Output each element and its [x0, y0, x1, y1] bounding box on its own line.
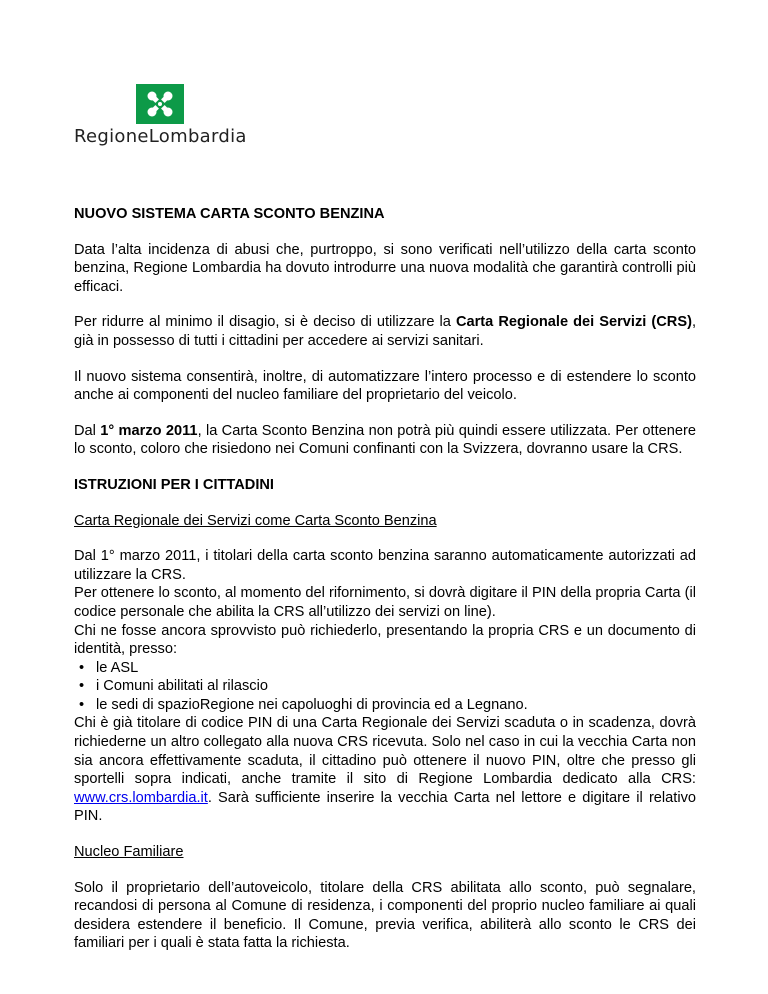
list-item: • le sedi di spazioRegione nei capoluoghi di provincia ed a Legnano. — [96, 696, 696, 715]
date-paragraph-post: , la Carta Sconto Benzina non potrà più quindi essere utilizzata. Per ottenere lo sconto, coloro che risiedono nei Comuni confinanti con la Svizzera, dovranno usare la CRS. — [74, 422, 696, 458]
crs-paragraph-post: , già in possesso di tutti i cittadini per accedere ai servizi sanitari. — [74, 314, 696, 349]
crs-line-3: Chi ne fosse ancora sprovvisto può richiederlo, presentando la propria CRS e un documento di identità, presso: — [74, 622, 696, 658]
subheading-crs: Carta Regionale dei Servizi come Carta Sconto Benzina — [74, 512, 437, 529]
crs-line-2: Per ottenere lo sconto, al momento del rifornimento, si dovrà digitare il PIN della propria Carta (il codice personale che abilita la CRS all’utilizzo dei servizi on line). — [74, 585, 696, 620]
date-paragraph — [74, 422, 696, 459]
subheading-family: Nucleo Familiare — [74, 844, 184, 861]
crs-line-4 — [74, 714, 696, 826]
regione-lombardia-logo — [72, 84, 248, 148]
date-paragraph-pre: Dal — [74, 422, 101, 439]
crs-paragraph-pre: Per ridurre al minimo il disagio, si è deciso di utilizzare la — [74, 314, 456, 331]
family-paragraph: Solo il proprietario dell’autoveicolo, titolare della CRS abilitata allo sconto, può segnalare, recandosi di persona al Comune di residenza, i componenti del proprio nucleo familiare ai quali desidera estendere il beneficio. Il Comune, previa verifica, abiliterà allo sconto le CRS dei familiari per i quali è stata fatta la richiesta. — [74, 879, 696, 952]
crs-line-1: Dal 1° marzo 2011, i titolari della carta sconto benzina saranno automaticamente autorizzati ad utilizzare la CRS. — [74, 548, 696, 583]
document-body — [74, 205, 696, 970]
logo-wordmark: RegioneLombardia — [74, 126, 247, 147]
crs-paragraph-bold: Carta Regionale dei Servizi (CRS) — [455, 314, 692, 331]
system-paragraph: Il nuovo sistema consentirà, inoltre, di automatizzare l’intero processo e di estendere lo sconto anche ai componenti del nucleo familiare del proprietario del veicolo. — [74, 368, 696, 404]
intro-paragraph: Data l’alta incidenza di abusi che, purtroppo, si sono verificati nell’utilizzo della carta sconto benzina, Regione Lombardia ha dovuto introdurre una nuova modalità che garantirà controlli più efficaci. — [74, 241, 696, 295]
offices-list — [74, 659, 696, 715]
lombardy-rose-icon — [136, 84, 184, 124]
list-item: • le ASL — [96, 659, 696, 678]
section-heading-instructions: ISTRUZIONI PER I CITTADINI — [74, 476, 274, 493]
date-paragraph-bold: 1° marzo 2011 — [100, 422, 198, 439]
crs-website-link[interactable]: www.crs.lombardia.it — [74, 789, 208, 806]
list-item: • i Comuni abilitati al rilascio — [96, 677, 696, 696]
crs-line-4-pre: Chi è già titolare di codice PIN di una Carta Regionale dei Servizi scaduta o in scadenza, dovrà richiederne un altro collegato alla nuova CRS ricevuta. Solo nel caso in cui la vecchia Carta non sia ancora effettivamente scaduta, il cittadino può ottenere il nuovo PIN, oltre che presso gli sportelli sopra indicati, anche tramite il sito di Regione Lombardia dedicato alla CRS: — [74, 715, 696, 788]
document-title: NUOVO SISTEMA CARTA SCONTO BENZINA — [74, 206, 385, 222]
crs-line-4-post: . Sarà sufficiente inserire la vecchia Carta nel lettore e digitare il relativo PIN. — [74, 789, 696, 825]
crs-paragraph — [74, 313, 696, 350]
